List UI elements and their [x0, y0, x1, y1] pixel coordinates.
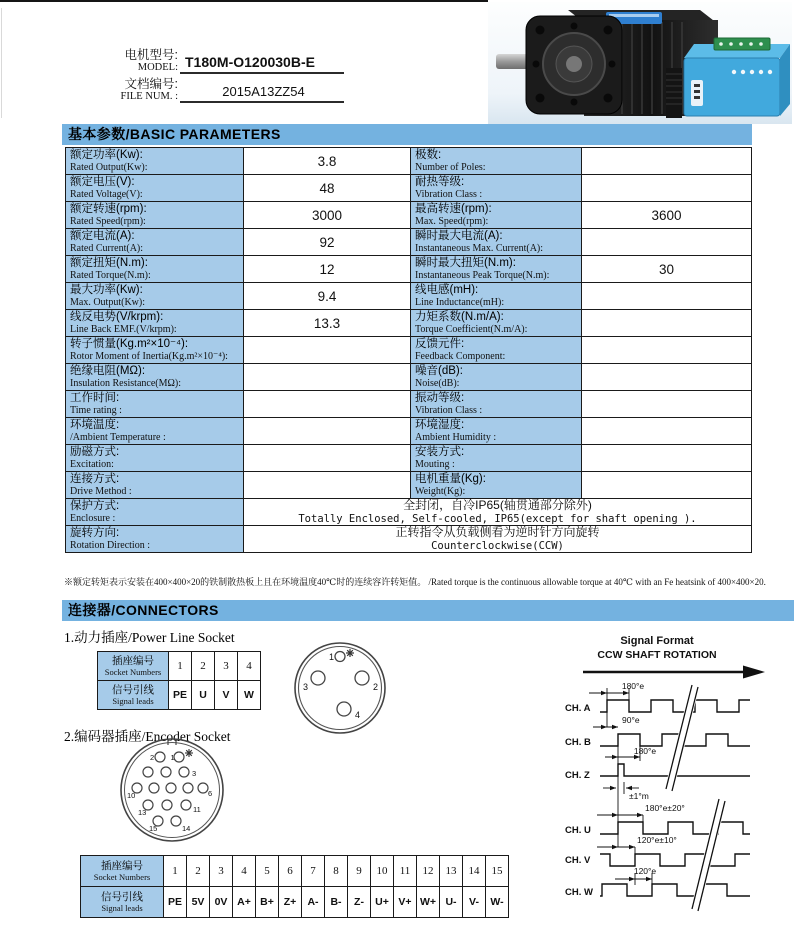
param-value-right	[582, 445, 752, 472]
param-value-right	[582, 283, 752, 310]
left-border-line	[1, 8, 2, 118]
param-label-cn: 振动等级:	[415, 392, 465, 404]
signal-leads-label	[81, 887, 164, 918]
param-label-left	[66, 202, 244, 229]
dimension-lines	[589, 688, 652, 885]
encoder-socket-number-5: 5	[256, 856, 279, 887]
dim-z-1m: ±1°m	[629, 791, 649, 801]
param-label-cn: 绝缘电阻(MΩ):	[70, 365, 146, 377]
param-row	[66, 310, 752, 337]
encoder-signal-lead-2: 5V	[187, 887, 210, 918]
param-label-left	[66, 337, 244, 364]
power-socket-heading: 1.动力插座/Power Line Socket	[64, 630, 235, 645]
file-num-label-en: FILE NUM. :	[120, 91, 178, 102]
channel-label-v: CH. V	[565, 855, 591, 866]
param-label-right	[411, 175, 582, 202]
encoder-socket-numbers-row	[81, 856, 509, 887]
encoder-pin-label-10: 10	[127, 791, 136, 800]
param-label-cn: 电机重量(Kg):	[415, 473, 486, 485]
param-value-right: 30	[582, 256, 752, 283]
encoder-signal-lead-10: U+	[371, 887, 394, 918]
param-label-cn: 最高转速(rpm):	[415, 203, 492, 215]
param-label-en: Drive Method :	[70, 485, 132, 497]
param-value-right	[582, 175, 752, 202]
param-label-en: Rotor Moment of Inertia(Kg.m²×10⁻⁴):	[70, 350, 228, 362]
param-row	[66, 175, 752, 202]
waveform-channel-b	[600, 734, 750, 746]
param-value-left: 9.4	[244, 283, 411, 310]
param-label-cn: 力矩系数(N.m/A):	[415, 311, 504, 323]
param-label-cn: 额定扭矩(N.m):	[70, 257, 148, 269]
encoder-pin-label-15: 15	[149, 824, 158, 833]
param-label-en: Feedback Component:	[415, 350, 506, 362]
param-label-en: Rated Torque(N.m):	[70, 269, 151, 281]
param-value-left	[244, 391, 411, 418]
param-label-right	[411, 256, 582, 283]
signal-leads-label-cn: 信号引线	[101, 891, 143, 903]
dim-a-180e: 180°e	[621, 681, 645, 691]
encoder-socket-number-11: 11	[394, 856, 417, 887]
param-label-en: Weight(Kg):	[415, 485, 466, 497]
power-pin-4	[337, 702, 351, 716]
power-pin-2	[355, 671, 369, 685]
model-label-cn: 电机型号:	[124, 48, 178, 62]
channel-label-a: CH. A	[565, 703, 591, 714]
encoder-pin-label-11: 11	[193, 805, 201, 814]
waveform-channel-a	[600, 700, 750, 712]
power-pin-label-2: 2	[373, 682, 379, 692]
power-socket-leads-row	[98, 681, 261, 710]
param-label-cn: 转子惯量(Kg.m²×10⁻⁴):	[70, 338, 189, 350]
encoder-socket-diagram	[116, 734, 228, 846]
waveform-channel-v	[600, 854, 750, 866]
param-label-right	[411, 148, 582, 175]
encoder-socket-number-4: 4	[233, 856, 256, 887]
param-label-left	[66, 445, 244, 472]
dim-uv-120e10: 120°e±10°	[637, 835, 677, 845]
encoder-socket-number-3: 3	[210, 856, 233, 887]
encoder-signal-lead-9: Z-	[348, 887, 371, 918]
param-value-left: 12	[244, 256, 411, 283]
dim-b-180e: 180°e	[633, 746, 657, 756]
param-label-cn: 安装方式:	[415, 446, 465, 458]
enclosure-value	[244, 499, 752, 526]
param-value-left: 48	[244, 175, 411, 202]
encoder-pin-label-14: 14	[182, 824, 191, 833]
encoder-signal-lead-1: PE	[164, 887, 187, 918]
signal-format-diagram	[545, 618, 794, 918]
power-pin-3	[311, 671, 325, 685]
socket-numbers-label-cn: 插座编号	[101, 860, 143, 872]
param-label-en: Ambient Humidity :	[415, 431, 497, 443]
param-value-right	[582, 229, 752, 256]
power-socket-numbers-row	[98, 652, 261, 681]
encoder-socket-number-8: 8	[325, 856, 348, 887]
channel-label-z: CH. Z	[565, 770, 590, 781]
param-value-left: 92	[244, 229, 411, 256]
param-label-en: Max. Output(Kw):	[70, 296, 145, 308]
param-label-en: Rated Current(A):	[70, 242, 144, 254]
param-label-right	[411, 337, 582, 364]
param-label-cn: 瞬时最大电流(A):	[415, 230, 503, 242]
break-mark-upper	[666, 685, 698, 791]
encoder-signal-lead-3: 0V	[210, 887, 233, 918]
signal-subtitle: CCW SHAFT ROTATION	[597, 649, 717, 661]
param-value-left	[244, 472, 411, 499]
param-label-right	[411, 229, 582, 256]
encoder-pin-label-3: 3	[192, 769, 197, 778]
param-label-left	[66, 229, 244, 256]
signal-leads-label-en: Signal leads	[101, 903, 143, 913]
param-label-right	[411, 202, 582, 229]
encoder-signal-lead-12: W+	[417, 887, 440, 918]
rated-torque-note: ※额定转矩表示安装在400×400×20的铁制散热板上且在环境温度40℃时的连续容许转矩值。 /Rated torque is the continuous allowable torque at 40℃ with an Fe heatsink of 400×400×20.	[64, 577, 766, 587]
param-row	[66, 472, 752, 499]
param-row	[66, 391, 752, 418]
encoder-signal-lead-11: V+	[394, 887, 417, 918]
encoder-signal-lead-14: V-	[463, 887, 486, 918]
encoder-signal-lead-13: U-	[440, 887, 463, 918]
param-row	[66, 364, 752, 391]
param-label-cn: 额定功率(Kw):	[70, 149, 143, 161]
param-label-cn: 额定电压(V):	[70, 176, 135, 188]
signal-leads-label-en: Signal leads	[112, 696, 154, 706]
param-label-cn: 连接方式:	[70, 473, 120, 485]
title-block	[106, 48, 344, 106]
model-value: T180M-O120030B-E	[180, 48, 344, 74]
socket-numbers-label-en: Socket Numbers	[93, 872, 151, 882]
param-label-en: Line Back EMF.(V/krpm):	[70, 323, 177, 335]
param-label-cn: 额定电流(A):	[70, 230, 135, 242]
param-value-left	[244, 418, 411, 445]
encoder-pin-label-2: 2	[150, 753, 155, 762]
param-row	[66, 445, 752, 472]
dim-u-180e20: 180°e±20°	[645, 803, 685, 813]
encoder-pin-label-13: 13	[138, 808, 147, 817]
power-socket-table	[97, 651, 261, 710]
enclosure-row	[66, 499, 752, 526]
param-label-en: Rated Voltage(V):	[70, 188, 143, 200]
param-value-left	[244, 337, 411, 364]
param-label-left	[66, 310, 244, 337]
param-value-right	[582, 364, 752, 391]
model-row	[106, 48, 344, 74]
socket-numbers-label-cn: 插座编号	[112, 655, 154, 667]
param-label-cn: 励磁方式:	[70, 446, 120, 458]
param-label-cn: 线反电势(V/krpm):	[70, 311, 164, 323]
param-row	[66, 256, 752, 283]
param-label-en: Instantaneous Peak Torque(N.m):	[415, 269, 550, 281]
encoder-pin-label-6: 6	[208, 789, 213, 798]
rotation-arrow-icon	[583, 666, 765, 679]
param-label-en: Line Inductance(mH):	[415, 296, 505, 308]
key-mark-icon	[185, 749, 193, 757]
rotation-label-cn: 旋转方向:	[70, 527, 120, 539]
waveform-channel-u	[600, 822, 750, 834]
rotation-direction-row	[66, 526, 752, 553]
enclosure-value-en: Totally Enclosed, Self-cooled, IP65(except for shaft opening ).	[298, 512, 697, 525]
param-label-en: Max. Speed(rpm):	[415, 215, 489, 227]
rotation-label	[66, 526, 244, 553]
param-label-en: Rated Output(Kw):	[70, 161, 148, 173]
encoder-signal-lead-5: B+	[256, 887, 279, 918]
encoder-socket-number-14: 14	[463, 856, 486, 887]
param-row	[66, 148, 752, 175]
file-num-row	[106, 77, 344, 103]
rotation-value-en: Counterclockwise(CCW)	[431, 539, 564, 552]
encoder-socket-number-13: 13	[440, 856, 463, 887]
param-label-en: Insulation Resistance(MΩ):	[70, 377, 182, 389]
signal-leads-label	[98, 681, 169, 710]
param-label-cn: 反馈元件:	[415, 338, 465, 350]
param-label-right	[411, 391, 582, 418]
encoder-socket-table	[80, 855, 509, 918]
param-label-right	[411, 283, 582, 310]
encoder-signal-lead-6: Z+	[279, 887, 302, 918]
param-value-right: 3600	[582, 202, 752, 229]
param-label-en: Vibration Class :	[415, 188, 483, 200]
power-signal-lead-4: W	[238, 681, 261, 710]
param-label-cn: 环境湿度:	[415, 419, 465, 431]
param-label-right	[411, 310, 582, 337]
rotation-value-cn: 正转指令从负载侧看为逆时针方向旋转	[395, 525, 600, 539]
param-value-left: 3.8	[244, 148, 411, 175]
param-label-left	[66, 472, 244, 499]
param-value-left: 3000	[244, 202, 411, 229]
power-signal-lead-3: V	[215, 681, 238, 710]
param-label-left	[66, 148, 244, 175]
param-value-right	[582, 310, 752, 337]
power-socket-number-4: 4	[238, 652, 261, 681]
model-label-en: MODEL:	[137, 62, 178, 73]
encoder-socket-number-15: 15	[486, 856, 509, 887]
param-label-en: /Ambient Temperature :	[70, 431, 166, 443]
param-label-left	[66, 391, 244, 418]
dim-w-120e: 120°e	[633, 866, 657, 876]
param-label-cn: 极数:	[415, 149, 442, 161]
power-socket-diagram	[292, 640, 388, 736]
encoder-signal-lead-15: W-	[486, 887, 509, 918]
power-pin-label-4: 4	[355, 710, 361, 720]
param-label-left	[66, 283, 244, 310]
param-label-en: Time rating :	[70, 404, 122, 416]
basic-parameters-table	[65, 147, 752, 553]
param-value-right	[582, 472, 752, 499]
encoder-socket-number-2: 2	[187, 856, 210, 887]
power-pin-label-3: 3	[303, 682, 309, 692]
param-value-right	[582, 418, 752, 445]
param-label-en: Torque Coefficient(N.m/A):	[415, 323, 528, 335]
param-value-right	[582, 148, 752, 175]
model-labels	[106, 48, 178, 74]
param-label-left	[66, 256, 244, 283]
encoder-socket-number-12: 12	[417, 856, 440, 887]
power-socket-number-3: 3	[215, 652, 238, 681]
key-mark-icon	[346, 649, 354, 657]
power-socket-number-1: 1	[169, 652, 192, 681]
socket-numbers-label	[81, 856, 164, 887]
param-label-right	[411, 418, 582, 445]
param-label-en: Noise(dB):	[415, 377, 460, 389]
param-label-en: Mouting :	[415, 458, 455, 470]
param-label-cn: 噪音(dB):	[415, 365, 463, 377]
param-row	[66, 418, 752, 445]
file-num-value: 2015A13ZZ54	[180, 77, 344, 103]
channel-label-w: CH. W	[565, 887, 593, 898]
top-border-line	[0, 0, 488, 2]
connectors-bar: 连接器/CONNECTORS	[62, 600, 794, 621]
param-row	[66, 337, 752, 364]
encoder-socket-leads-row	[81, 887, 509, 918]
encoder-socket-number-7: 7	[302, 856, 325, 887]
param-row	[66, 283, 752, 310]
param-label-en: Vibration Class :	[415, 404, 483, 416]
power-socket-number-2: 2	[192, 652, 215, 681]
param-label-cn: 额定转速(rpm):	[70, 203, 147, 215]
power-pin-label-1: 1	[329, 652, 335, 662]
product-photo	[488, 2, 792, 124]
param-value-left	[244, 445, 411, 472]
rotation-label-en: Rotation Direction :	[70, 539, 150, 551]
rotation-value	[244, 526, 752, 553]
encoder-socket-number-10: 10	[371, 856, 394, 887]
signal-title: Signal Format	[620, 635, 694, 647]
param-label-right	[411, 445, 582, 472]
signal-leads-label-cn: 信号引线	[112, 684, 154, 696]
param-label-en: Instantaneous Max. Current(A):	[415, 242, 544, 254]
file-num-labels	[106, 77, 178, 103]
encoder-socket-number-6: 6	[279, 856, 302, 887]
encoder-signal-lead-7: A-	[302, 887, 325, 918]
param-value-right	[582, 337, 752, 364]
param-label-cn: 最大功率(Kw):	[70, 284, 143, 296]
param-label-cn: 耐热等级:	[415, 176, 465, 188]
param-label-cn: 工作时间:	[70, 392, 120, 404]
param-value-left: 13.3	[244, 310, 411, 337]
param-label-en: Rated Speed(rpm):	[70, 215, 146, 227]
param-row	[66, 202, 752, 229]
param-row	[66, 229, 752, 256]
break-mark-lower	[692, 799, 725, 911]
channel-label-u: CH. U	[565, 825, 591, 836]
channel-label-b: CH. B	[565, 737, 591, 748]
param-label-cn: 瞬时最大扭矩(N.m):	[415, 257, 516, 269]
param-label-left	[66, 418, 244, 445]
encoder-socket-number-1: 1	[164, 856, 187, 887]
power-signal-lead-1: PE	[169, 681, 192, 710]
param-label-left	[66, 364, 244, 391]
param-label-right	[411, 472, 582, 499]
enclosure-value-cn: 全封闭，自冷IP65(轴贯通部分除外)	[403, 498, 592, 512]
encoder-signal-lead-8: B-	[325, 887, 348, 918]
enclosure-label-cn: 保护方式:	[70, 500, 120, 512]
waveform-channel-w	[600, 884, 750, 896]
enclosure-label-en: Enclosure :	[70, 512, 116, 524]
param-label-en: Number of Poles:	[415, 161, 486, 173]
socket-numbers-label-en: Socket Numbers	[104, 667, 162, 677]
param-label-left	[66, 175, 244, 202]
dim-ab-90e: 90°e	[622, 715, 640, 725]
basic-parameters-bar: 基本参数/BASIC PARAMETERS	[62, 124, 752, 145]
param-label-cn: 环境温度:	[70, 419, 120, 431]
encoder-socket-heading: 2.编码器插座/Encoder Socket	[64, 729, 231, 744]
encoder-signal-lead-4: A+	[233, 887, 256, 918]
param-value-right	[582, 391, 752, 418]
encoder-socket-number-9: 9	[348, 856, 371, 887]
encoder-pin-label-1: 1	[170, 753, 175, 762]
socket-numbers-label	[98, 652, 169, 681]
power-signal-lead-2: U	[192, 681, 215, 710]
param-label-cn: 线电感(mH):	[415, 284, 479, 296]
file-num-label-cn: 文档编号:	[124, 77, 178, 91]
param-label-right	[411, 364, 582, 391]
power-pin-1	[335, 652, 345, 662]
enclosure-label	[66, 499, 244, 526]
param-label-en: Excitation:	[70, 458, 114, 470]
param-value-left	[244, 364, 411, 391]
